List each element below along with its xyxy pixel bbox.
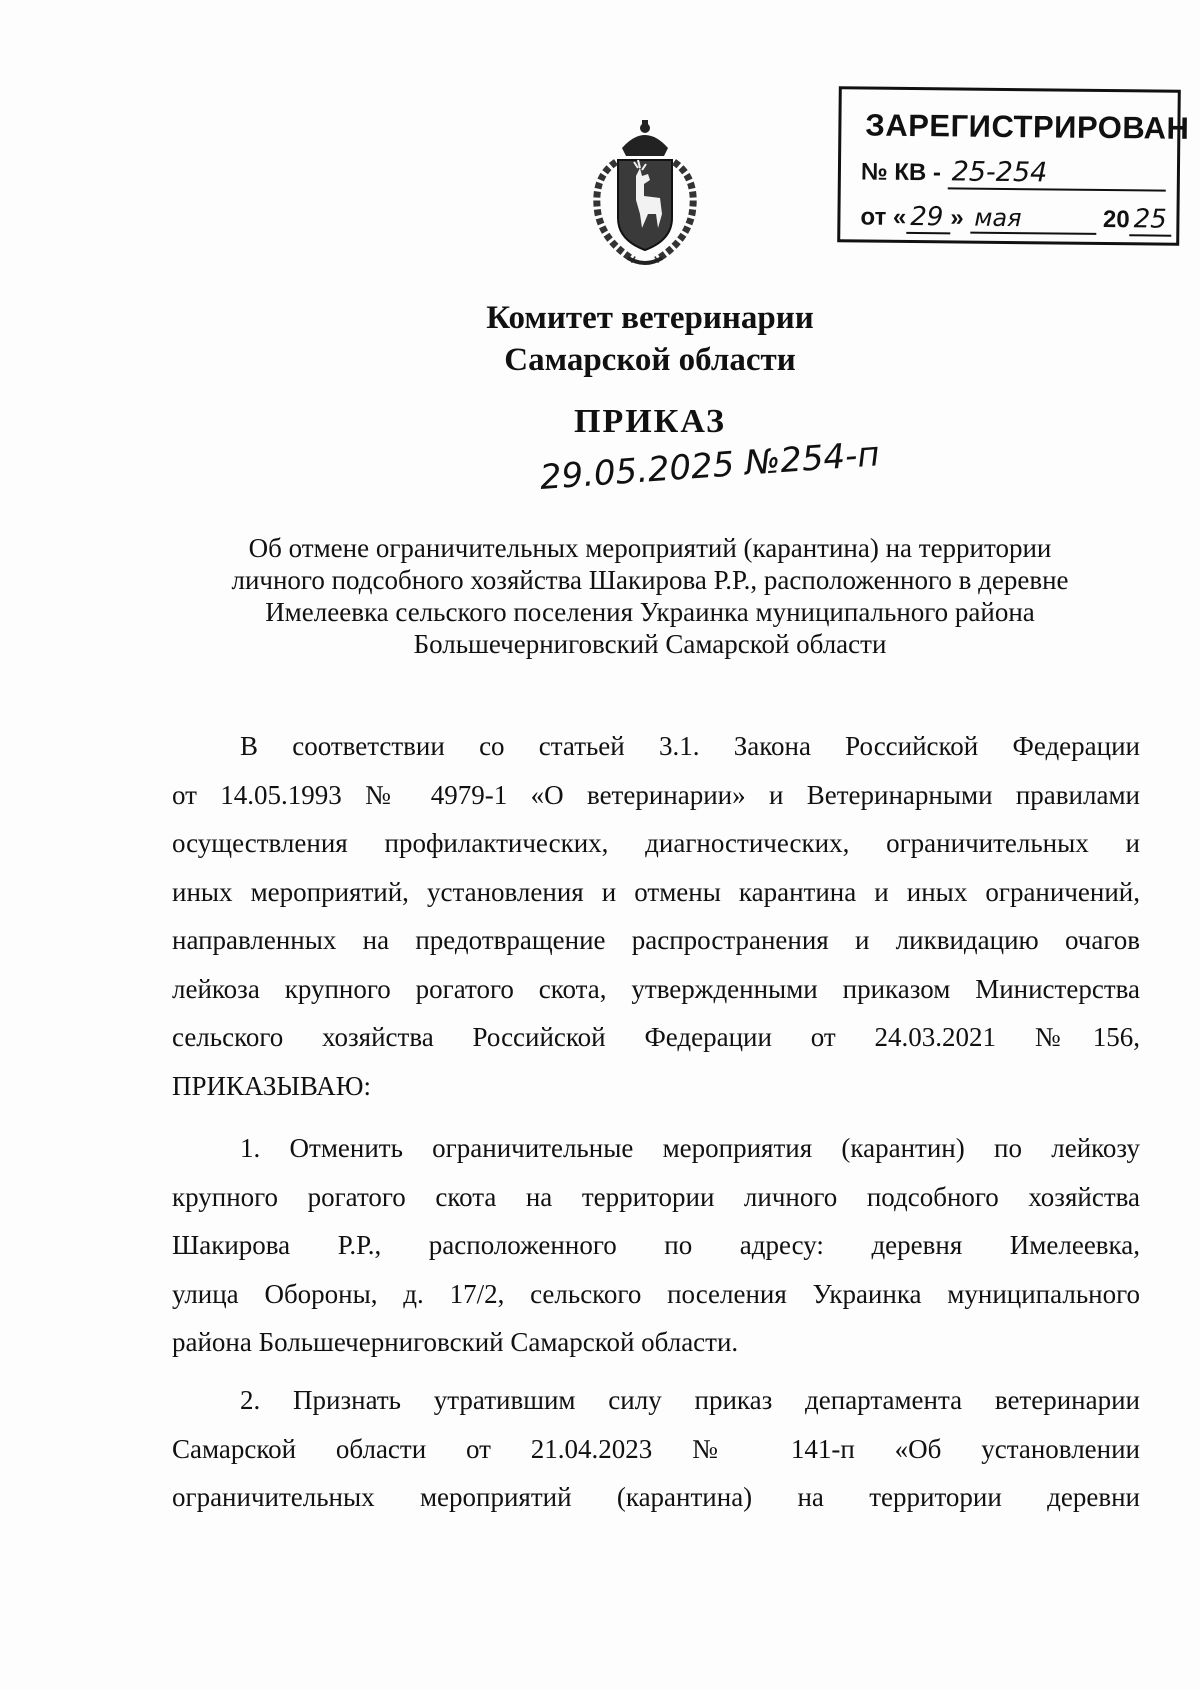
paragraph-line: от 14.05.1993 № 4979-1 «О ветеринарии» и Ветеринарными правилами [172, 779, 1140, 810]
paragraph-line: ограничительных мероприятий (карантина) на территории деревни [172, 1482, 1140, 1512]
paragraph-line: иных мероприятий, установления и отмены карантина и иных ограничений, [172, 876, 1140, 907]
organization-name-line1: Комитет ветеринарии [486, 300, 814, 336]
paragraph-line: ПРИКАЗЫВАЮ: [172, 1070, 371, 1101]
paragraph-line: лейкоза крупного рогатого скота, утвержденными приказом Министерства [172, 973, 1140, 1004]
coat-of-arms-emblem [578, 118, 712, 268]
paragraph-line: 1. Отменить ограничительные мероприятия (карантин) по лейкозу [240, 1133, 1140, 1163]
stamp-date-prefix: от « [860, 203, 907, 231]
paragraph-line: направленных на предотвращение распространения и ликвидацию очагов [172, 925, 1140, 955]
paragraph-line: Самарской области от 21.04.2023 № 141-п «Об установлении [172, 1433, 1140, 1464]
stamp-number-prefix: № КВ - [860, 158, 942, 187]
stamp-number-value: 25-254 [947, 156, 1165, 191]
stamp-title: ЗАРЕГИСТРИРОВАН [865, 107, 1190, 146]
stamp-date-year-suffix: 25 [1130, 204, 1172, 236]
order-item-2 [172, 1376, 1140, 1522]
stamp-date-day: 29 [906, 202, 950, 234]
document-subject [150, 532, 1150, 660]
stamp-date-year-prefix: 20 [1102, 205, 1130, 234]
stamp-number-row [861, 155, 1166, 191]
organization-name-line2: Самарской области [504, 342, 796, 378]
subject-line: Большечерниговский Самарской области [413, 629, 887, 659]
registration-stamp [837, 86, 1190, 246]
stamp-date-month: мая [970, 204, 1096, 235]
subject-line: личного подсобного хозяйства Шакирова Р.Р., расположенного в деревне [231, 565, 1069, 595]
paragraph-line: района Большечерниговский Самарской области. [172, 1327, 739, 1357]
subject-line: Имелеевка сельского поселения Украинка муниципального района [265, 597, 1035, 627]
paragraph-line: 2. Признать утратившим силу приказ департамента ветеринарии [240, 1385, 1140, 1415]
document-date-number: 29.05.2025 №254-п [538, 434, 881, 498]
stamp-date-row [860, 201, 1172, 236]
paragraph-line: Шакирова Р.Р., расположенного по адресу: деревня Имелеевка, [172, 1230, 1140, 1260]
preamble-paragraph [172, 722, 1140, 1110]
document-type: ПРИКАЗ [574, 403, 726, 440]
paragraph-line: крупного рогатого скота на территории личного подсобного хозяйства [172, 1181, 1140, 1212]
paragraph-line: улица Обороны, д. 17/2, сельского поселения Украинка муниципального [172, 1278, 1140, 1309]
order-item-1 [172, 1124, 1140, 1367]
stamp-date-quote: » [950, 204, 964, 232]
paragraph-line: В соответствии со статьей 3.1. Закона Российской Федерации [240, 731, 1140, 761]
subject-line: Об отмене ограничительных мероприятий (карантина) на территории [248, 533, 1052, 563]
paragraph-line: сельского хозяйства Российской Федерации от 24.03.2021 №156, [172, 1022, 1140, 1052]
paragraph-line: осуществления профилактических, диагностических, ограничительных и [172, 828, 1140, 858]
